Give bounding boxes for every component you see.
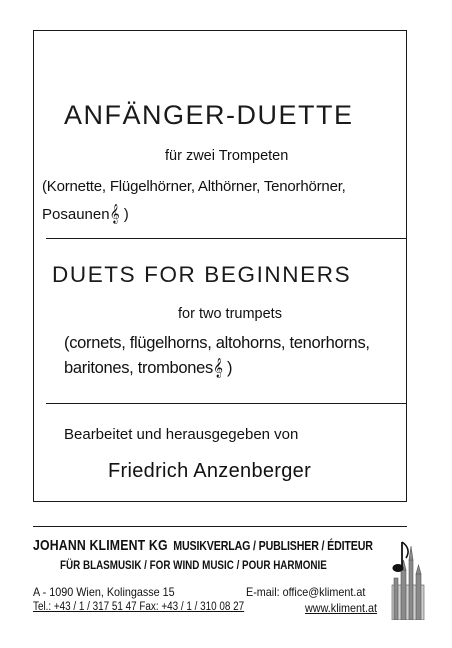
arranged-by-label: Bearbeitet und herausgegeben von — [64, 426, 299, 443]
publisher-phone-fax: Tel.: +43 / 1 / 317 51 47 Fax: +43 / 1 / 310 08 27 — [33, 601, 245, 613]
english-subtitle: for two trumpets — [178, 306, 282, 322]
treble-clef-icon: 𝄞 — [109, 204, 120, 224]
publisher-audience: FÜR BLASMUSIK / FOR WIND MUSIC / POUR HARMONIE — [60, 558, 327, 572]
close-paren: ) — [222, 359, 233, 377]
english-instruments-line-1: (cornets, flügelhorns, altohorns, tenorhorns, — [64, 334, 370, 352]
english-instruments-line-2 — [64, 358, 232, 378]
editor-name: Friedrich Anzenberger — [108, 460, 312, 482]
english-title: DUETS FOR BEGINNERS — [52, 262, 352, 287]
publisher-name: JOHANN KLIMENT KG — [33, 537, 168, 554]
publisher-website[interactable]: www.kliment.at — [305, 601, 378, 615]
publisher-email[interactable]: E-mail: office@kliment.at — [246, 585, 366, 599]
footer-divider — [33, 526, 407, 527]
treble-clef-icon: 𝄞 — [213, 358, 223, 378]
divider — [46, 238, 406, 239]
divider — [46, 403, 406, 404]
close-paren: ) — [119, 206, 129, 223]
german-instruments-line-1: (Kornette, Flügelhörner, Althörner, Tenorhörner, — [42, 178, 346, 195]
english-instruments-text: baritones, trombones — [64, 359, 214, 377]
german-instruments-text: Posaunen — [42, 206, 110, 223]
publisher-line — [33, 537, 373, 554]
german-instruments-line-2 — [42, 204, 129, 224]
german-subtitle: für zwei Trompeten — [165, 148, 289, 164]
german-title: ANFÄNGER-DUETTE — [64, 100, 354, 130]
publisher-role: MUSIKVERLAG / PUBLISHER / ÉDITEUR — [173, 538, 373, 553]
publisher-address: A - 1090 Wien, Kolingasse 15 — [33, 585, 175, 599]
publisher-logo-icon — [388, 540, 428, 620]
